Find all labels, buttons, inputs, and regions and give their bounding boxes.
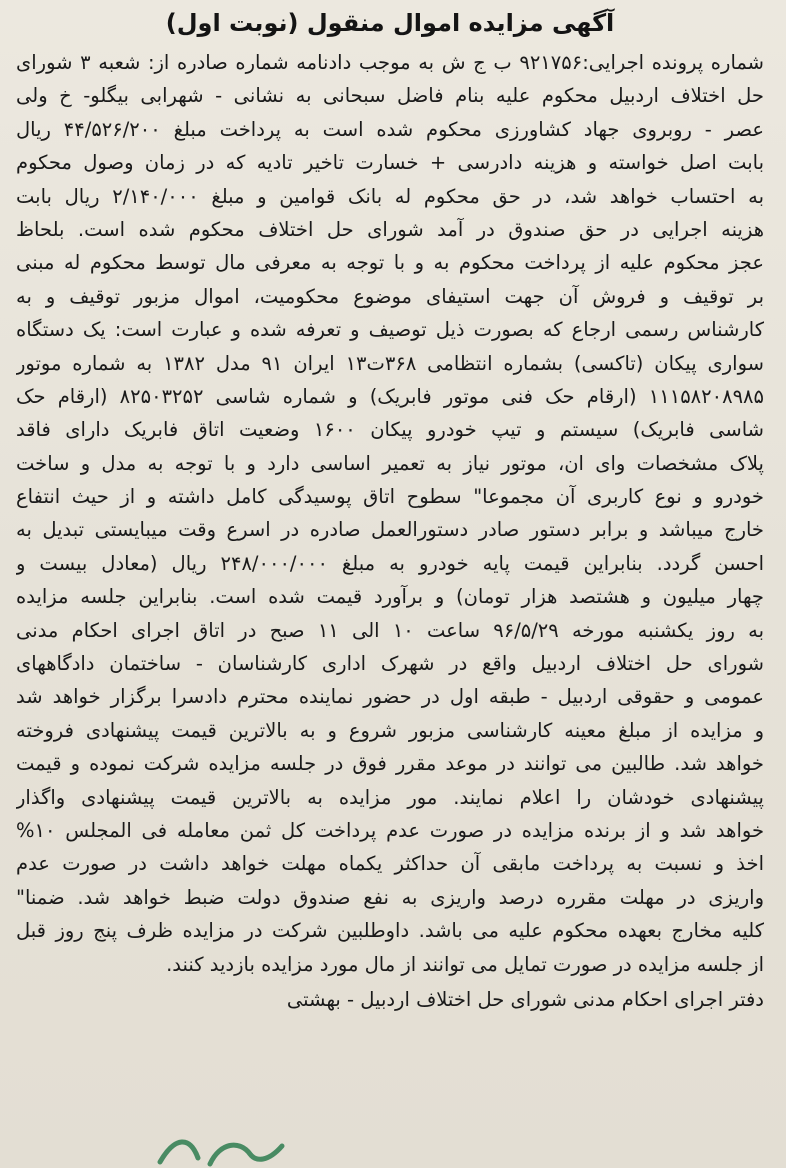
notice-line: سواری پیکان (تاکسی) بشماره انتظامی ۳۶۸ت۱۳ ایران ۹۱ مدل ۱۳۸۲ به شماره موتور [16, 351, 764, 375]
notice-line: شاسی فابریک) سیستم و تیپ خودرو پیکان ۱۶۰۰ وضعیت اتاق فابریک دارای فاقد [16, 418, 764, 442]
notice-line: خواهد شد و از برنده مزایده در صورت عدم پرداخت کل ثمن معامله فی المجلس ۱۰% [16, 818, 764, 842]
notice-footer-signature: دفتر اجرای احکام مدنی شورای حل اختلاف اردبیل - بهشتی [286, 987, 764, 1011]
notice-line: حل اختلاف اردبیل محکوم علیه بنام فاضل سبحانی به نشانی - شهرابی بیگلو- خ ولی [16, 84, 764, 108]
notice-line: بر توقیف و فروش آن جهت استیفای موضوع محکومیت، اموال مزبور توقیف و به [16, 284, 764, 308]
notice-line: پلاک مشخصات وای ان، موتور نیاز به تعمیر اساسی دارد و با توجه به مدل و ساخت [16, 451, 764, 475]
notice-line: عصر - روبروی جهاد کشاورزی محکوم شده است به پرداخت مبلغ ۴۴/۵۲۶/۲۰۰ ریال [16, 117, 764, 141]
notice-line: واریزی در مهلت مقرره درصد واریزی به نفع صندوق دولت ضبط خواهد شد. ضمنا" [16, 885, 764, 909]
notice-line: به احتساب خواهد شد، در حق محکوم له بانک قوامین و مبلغ ۲/۱۴۰/۰۰۰ ریال بابت [16, 184, 764, 208]
notice-line: کارشناس رسمی ارجاع که بصورت ذیل توصیف و تعرفه شده و عبارت است: یک دستگاه [16, 318, 764, 342]
notice-line: هزینه اجرایی در حق صندوق در آمد شورای حل اختلاف محکوم شده است. بلحاظ [16, 217, 764, 241]
handwritten-ink-mark [150, 1128, 300, 1168]
notice-line: شورای حل اختلاف اردبیل واقع در شهرک اداری کارشناسان - ساختمان دادگاههای [16, 652, 764, 676]
notice-line: از جلسه مزایده در صورت تمایل می توانند از مال مورد مزایده بازدید کنند. [166, 952, 764, 976]
notice-line: خواهد شد. طالبین می توانند در موعد مقرر فوق در جلسه مزایده شرکت نموده و قیمت [16, 752, 764, 776]
notice-line: احسن گردد. بنابراین قیمت پایه خودرو به مبلغ ۲۴۸/۰۰۰/۰۰۰ ریال (معادل بیست و [16, 551, 764, 575]
notice-line: چهار میلیون و هشتصد هزار تومان) و برآورد قیمت شده است. بنابراین جلسه مزایده [16, 585, 764, 609]
notice-line: خودرو و نوع کاربری آن مجموعا" سطوح اتاق پوسیدگی کامل داشته و از حیث انتفاع [16, 485, 764, 509]
notice-line: عجز محکوم علیه از پرداخت محکوم به و با توجه به معرفی مال توسط محکوم له مبنی [16, 251, 764, 275]
notice-line: بابت اصل خواسته و هزینه دادرسی + خسارت تاخیر تادیه که در زمان وصول محکوم [16, 151, 764, 175]
notice-title: آگهی مزایده اموال منقول (نوبت اول) [165, 9, 615, 37]
notice-line: کلیه مخارج بعهده محکوم علیه می باشد. داوطلبین شرکت در مزایده ظرف پنج روز قبل [16, 919, 764, 943]
notice-line: شماره پرونده اجرایی:۹۲۱۷۵۶ ب ج ش به موجب دادنامه شماره صادره از: شعبه ۳ شورای [16, 51, 764, 74]
notice-line: ۱۱۱۵۸۲۰۸۹۸۵ (ارقام حک فنی موتور فابریک) و شماره شاسی ۸۲۵۰۳۲۵۲ (ارقام حک [16, 384, 764, 408]
notice-line: و مزایده از مبلغ معینه کارشناسی مزبور شروع و به بالاترین قیمت پیشنهادی فروخته [16, 718, 764, 742]
notice-line: پیشنهادی خودشان را اعلام نمایند. مور مزایده به بالاترین قیمت پیشنهادی واگذار [16, 785, 764, 809]
notice-line: خارج میباشد و برابر دستور صادر دستورالعمل صادره در اسرع وقت میبایستی تبدیل به [16, 518, 764, 542]
notice-body [16, 46, 764, 981]
notice-line: اخذ و نسبت به پرداخت مابقی آن حداکثر یکماه مهلت خواهد داشت در صورت عدم [16, 852, 764, 876]
notice-line: به روز یکشنبه مورخه ۹۶/۵/۲۹ ساعت ۱۰ الی ۱۱ صبح در اتاق اجرای احکام مدنی [16, 618, 764, 642]
notice-line: عمومی و حقوقی اردبیل - طبقه اول در حضور نماینده محترم دادسرا برگزار خواهد شد [16, 685, 764, 709]
